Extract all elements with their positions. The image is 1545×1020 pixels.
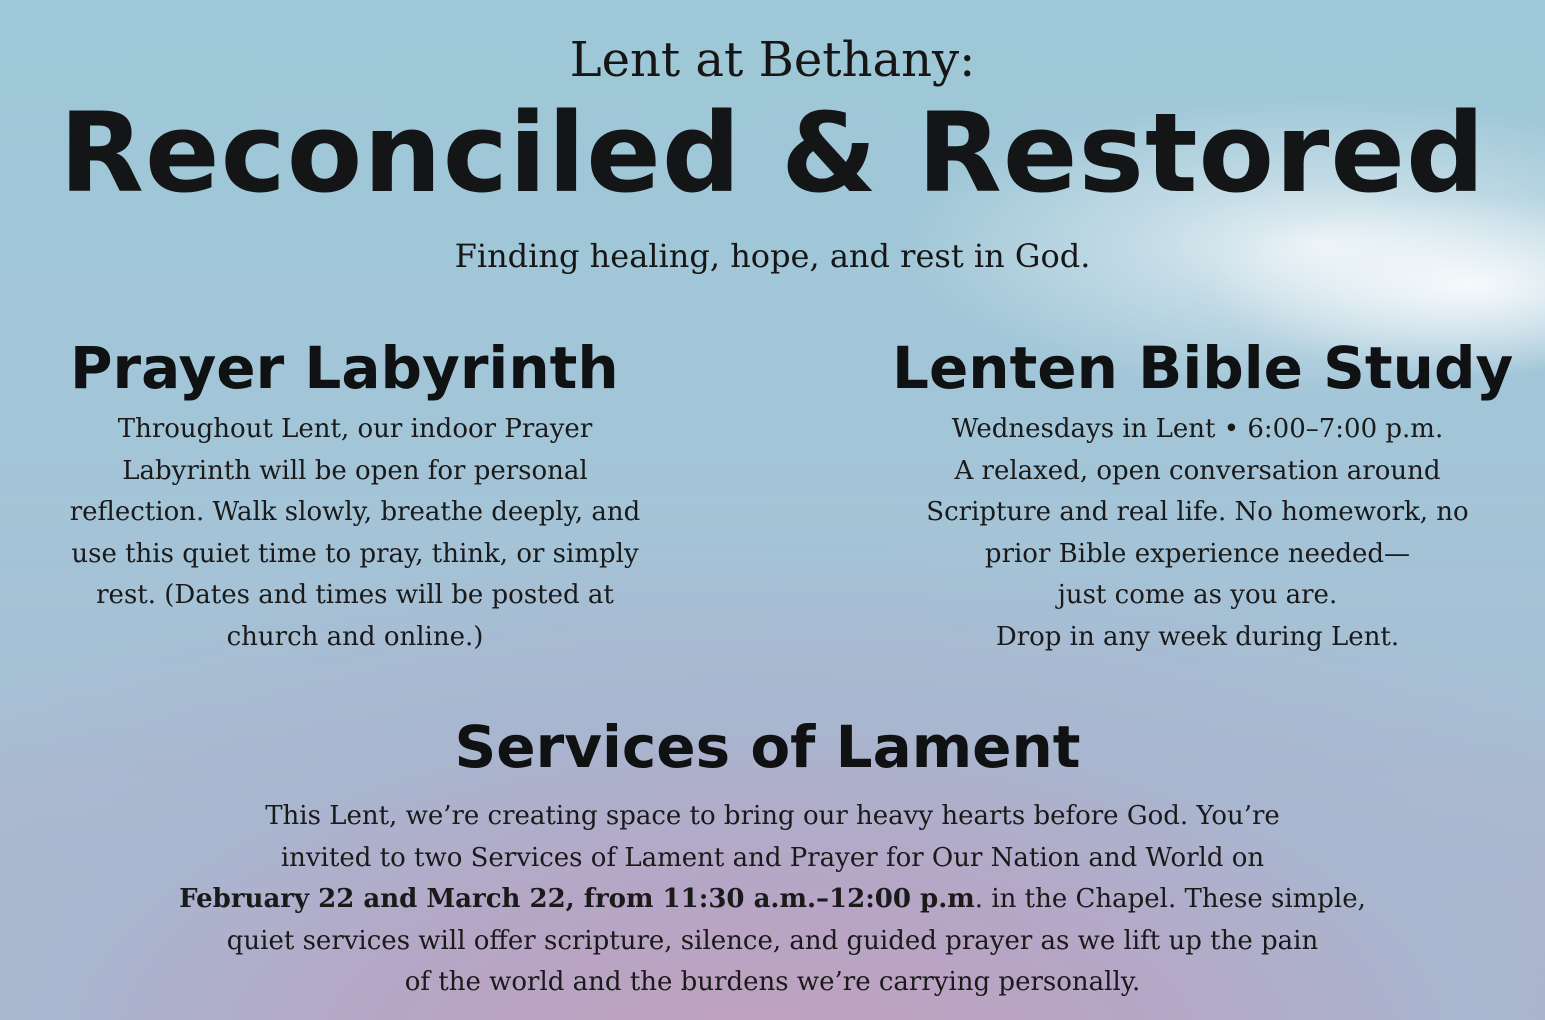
lament-location: . in the Chapel. These simple, (974, 884, 1366, 915)
poster-kicker: Lent at Bethany: (569, 32, 976, 88)
poster-tagline: Finding healing, hope, and rest in God. (454, 237, 1091, 275)
lament-line: invited to two Services of Lament and Prayer for Our Nation and World on (280, 842, 1265, 873)
prayer-labyrinth-section (60, 333, 670, 659)
lament-heading: Services of Lament (454, 713, 1081, 781)
lament-line: This Lent, we’re creating space to bring our heavy hearts before God. You’re (265, 801, 1280, 831)
prayer-labyrinth-body: Throughout Lent, our indoor Prayer Labyrinth will be open for personal reflection. Walk slowly, breathe deeply, and use this quiet time to pray, think, or simply rest. (Dates and times will be posted at church and online.) (69, 414, 641, 652)
services-of-lament-section (170, 712, 1375, 1004)
bible-study-line: just come as you are. (1057, 580, 1338, 611)
prayer-labyrinth-heading: Prayer Labyrinth (70, 334, 619, 402)
bible-study-section (880, 333, 1515, 659)
lament-dates: February 22 and March 22, from 11:30 a.m.–12:00 p.m (179, 884, 975, 915)
poster-title: Reconciled & Restored (59, 89, 1486, 217)
bible-study-body (880, 409, 1515, 659)
bible-study-line: A relaxed, open conversation around (954, 455, 1441, 486)
bible-study-line: Drop in any week during Lent. (995, 621, 1400, 652)
lament-line: quiet services will offer scripture, silence, and guided prayer as we lift up the pain (226, 925, 1319, 956)
bible-study-schedule: Wednesdays in Lent • 6:00–7:00 p.m. (951, 414, 1444, 444)
bible-study-line: prior Bible experience needed— (984, 538, 1411, 569)
lament-line: of the world and the burdens we’re carrying personally. (404, 967, 1141, 998)
bible-study-heading: Lenten Bible Study (892, 334, 1514, 402)
bible-study-line: Scripture and real life. No homework, no (926, 497, 1469, 528)
lament-body (170, 796, 1375, 1004)
lament-line (170, 879, 1375, 921)
